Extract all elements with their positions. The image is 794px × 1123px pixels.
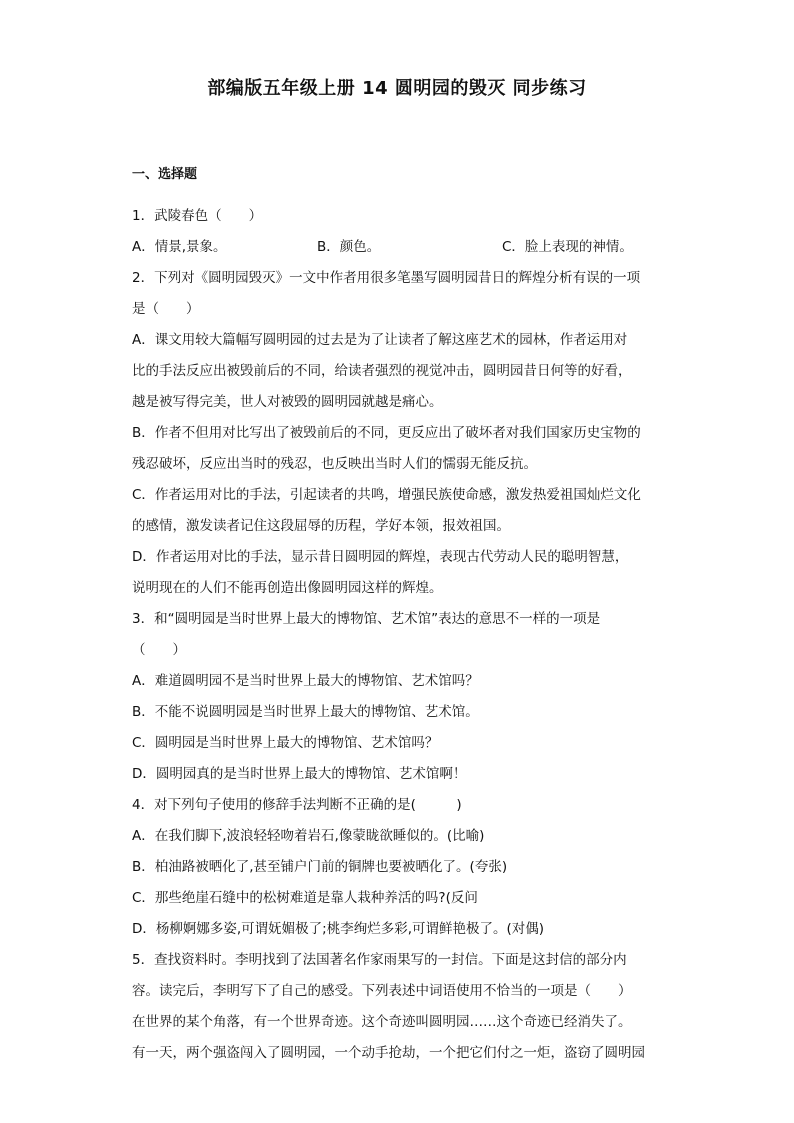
document-title: 部编版五年级上册 14 圆明园的毁灭 同步练习 bbox=[207, 78, 587, 99]
question-2-stem: 2．下列对《圆明园毁灭》一文中作者用很多笔墨写圆明园昔日的辉煌分析有误的一项 bbox=[132, 270, 641, 286]
question-1-options bbox=[132, 232, 672, 263]
option-c: C．那些绝崖石缝中的松树难道是靠人栽种养活的吗?(反问 bbox=[132, 890, 478, 906]
section-heading: 一、选择题 bbox=[132, 167, 198, 182]
option-d: D．圆明园真的是当时世界上最大的博物馆、艺术馆啊！ bbox=[132, 766, 467, 782]
option-c: C．圆明园是当时世界上最大的博物馆、艺术馆吗？ bbox=[132, 735, 439, 751]
option-a: A．课文用较大篇幅写圆明园的过去是为了让读者了解这座艺术的园林，作者运用对 bbox=[132, 332, 628, 348]
option-c: C．脸上表现的神情。 bbox=[502, 239, 633, 255]
question-1-stem: 1．武陵春色（ ） bbox=[132, 208, 263, 224]
option-b: B．颜色。 bbox=[317, 239, 381, 255]
option-a-cont: 越是被写得完美，世人对被毁的圆明园就越是痛心。 bbox=[132, 394, 443, 410]
option-c-cont: 的感情，激发读者记住这段屈辱的历程，学好本领，报效祖国。 bbox=[132, 518, 510, 534]
option-c: C．作者运用对比的手法，引起读者的共鸣，增强民族使命感，激发热爱祖国灿烂文化 bbox=[132, 487, 641, 503]
question-3-stem-cont: （ ） bbox=[132, 642, 186, 658]
option-d: D．杨柳婀娜多姿,可谓妩媚极了;桃李绚烂多彩,可谓鲜艳极了。(对偶) bbox=[132, 921, 545, 937]
option-a-cont: 比的手法反应出被毁前后的不同，给读者强烈的视觉冲击，圆明园昔日何等的好看， bbox=[132, 363, 632, 379]
option-b: B．不能不说圆明园是当时世界上最大的博物馆、艺术馆。 bbox=[132, 704, 479, 720]
question-4-stem: 4．对下列句子使用的修辞手法判断不正确的是( ) bbox=[132, 797, 462, 813]
option-d-cont: 说明现在的人们不能再创造出像圆明园这样的辉煌。 bbox=[132, 580, 443, 596]
option-a: A．在我们脚下,波浪轻轻吻着岩石,像蒙眬欲睡似的。(比喻) bbox=[132, 828, 485, 844]
option-a: A．情景,景象。 bbox=[132, 239, 227, 255]
question-2-stem-cont: 是（ ） bbox=[132, 301, 200, 317]
option-b: B．作者不但用对比写出了被毁前后的不同，更反应出了破坏者对我们国家历史宝物的 bbox=[132, 425, 641, 441]
option-d: D．作者运用对比的手法，显示昔日圆明园的辉煌，表现古代劳动人民的聪明智慧， bbox=[132, 549, 629, 565]
passage-line: 有一天，两个强盗闯入了圆明园，一个动手抢劫，一个把它们付之一炬，盗窃了圆明园 bbox=[132, 1045, 645, 1061]
document-body bbox=[132, 166, 672, 1069]
option-a: A．难道圆明园不是当时世界上最大的博物馆、艺术馆吗？ bbox=[132, 673, 479, 689]
passage-line: 在世界的某个角落，有一个世界奇迹。这个奇迹叫圆明园……这个奇迹已经消失了。 bbox=[132, 1014, 632, 1030]
question-5-stem: 5．查找资料时。李明找到了法国著名作家雨果写的一封信。下面是这封信的部分内 bbox=[132, 952, 627, 968]
option-b: B．柏油路被晒化了,甚至铺户门前的铜牌也要被晒化了。(夸张) bbox=[132, 859, 508, 875]
option-b-cont: 残忍破坏，反应出当时的残忍，也反映出当时人们的懦弱无能反抗。 bbox=[132, 456, 537, 472]
question-5-stem-cont: 容。读完后，李明写下了自己的感受。下列表述中词语使用不恰当的一项是（ ） bbox=[132, 983, 632, 999]
question-3-stem: 3．和“圆明园是当时世界上最大的博物馆、艺术馆”表达的意思不一样的一项是 bbox=[132, 611, 601, 627]
